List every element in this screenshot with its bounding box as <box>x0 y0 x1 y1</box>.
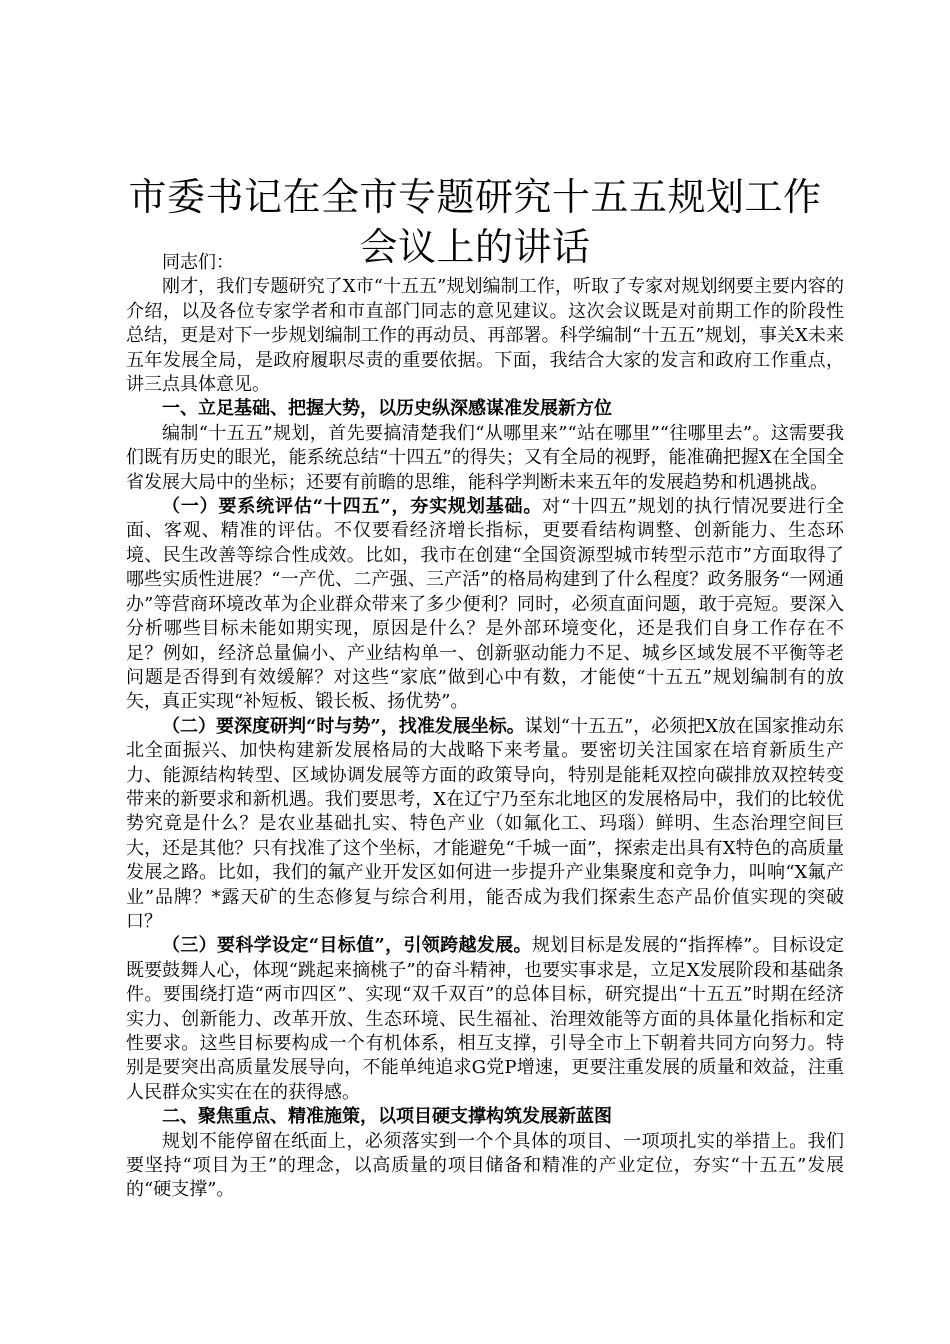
subsection-2-text: 谋划“十五五”，必须把X放在国家推动东北全面振兴、加快构建新发展格局的大战略下来考量。要密切关注国家在培育新质生产力、能源结构转型、区域协调发展等方面的政策导向，特别是能耗双控向碳排放双控转变带来的新要求和新机遇。我们要思考，X在辽宁乃至东北地区的发展格局中，我们的比较优势究竟是什么？是农业基础扎实、特色产业（如氟化工、玛瑙）鲜明、生态治理空间巨大，还是其他？只有找准了这个坐标，才能避免“千城一面”，探索走出具有X特色的高质量发展之路。比如，我们的氟产业开发区如何进一步提升产业集聚度和竞争力，叫响“X氟产业”品牌？*露天矿的生态修复与综合利用，能否成为我们探索生态产品价值实现的突破口？ <box>126 715 844 932</box>
section-2-paragraph: 规划不能停留在纸面上，必须落实到一个个具体的项目、一项项扎实的举措上。我们要坚持“项目为王”的理念，以高质量的项目储备和精准的产业定位，夯实“十五五”发展的“硬支撑”。 <box>126 1130 844 1201</box>
subsection-3-paragraph <box>126 934 844 1105</box>
subsection-1-lead: （一）要系统评估“十四五”，夯实规划基础。 <box>162 496 543 518</box>
section-heading-1: 一、立足基础、把握大势，以历史纵深感谋准发展新方位 <box>162 398 612 420</box>
document-body <box>126 251 844 1203</box>
subsection-2-lead: （二）要深度研判“时与势”，找准发展坐标。 <box>162 715 525 737</box>
greeting: 同志们： <box>162 252 234 273</box>
subsection-1-text: 对“十四五”规划的执行情况要进行全面、客观、精准的评估。不仅要看经济增长指标，更要看结构调整、创新能力、生态环境、民生改善等综合性成效。比如，我市在创建“全国资源型城市转型示范市”方面取得了哪些实质性进展？“一产优、二产强、三产活”的格局构建到了什么程度？政务服务“一网通办”等营商环境改革为企业群众带来了多少便利？同时，必须直面问题，敢于亮短。要深入分析哪些目标未能如期实现，原因是什么？是外部环境变化，还是我们自身工作存在不足？例如，经济总量偏小、产业结构单一、创新驱动能力不足、城乡区域发展不平衡等老问题是否得到有效缓解？对这些“家底”做到心中有数，才能使“十五五”规划编制有的放矢，真正实现“补短板、锻长板、扬优势”。 <box>126 496 844 713</box>
subsection-2-paragraph <box>126 715 844 935</box>
subsection-3-lead: （三）要科学设定“目标值”，引领跨越发展。 <box>162 935 532 957</box>
subsection-1-paragraph <box>126 495 844 715</box>
subsection-3-text: 规划目标是发展的“指挥棒”。目标设定既要鼓舞人心，体现“跳起来摘桃子”的奋斗精神，也要实事求是，立足X发展阶段和基础条件。要围绕打造“两市四区”、实现“双千双百”的总体目标，研究提出“十五五”时期在经济实力、创新能力、改革开放、生态环境、民生福祉、治理效能等方面的具体量化指标和定性要求。这些目标要构成一个有机体系，相互支撑，引导全市上下朝着共同方向努力。特别是要突出高质量发展导向，不能单纯追求G党P增速，更要注重发展的质量和效益，注重人民群众实实在在的获得感。 <box>126 935 844 1103</box>
document-title: 市委书记在全市专题研究十五五规划工作会议上的讲话 <box>128 175 822 269</box>
section-1-paragraph: 编制“十五五”规划，首先要搞清楚我们“从哪里来”“站在哪里”“往哪里去”。这需要我们既有历史的眼光，能系统总结“十四五”的得失；又有全局的视野，能准确把握X在全国全省发展大局中的坐标；还要有前瞻的思维，能科学判断未来五年的发展趋势和机遇挑战。 <box>126 422 844 493</box>
section-heading-2: 二、聚焦重点、精准施策，以项目硬支撑构筑发展新蓝图 <box>162 1106 612 1128</box>
intro-paragraph: 刚才，我们专题研究了X市“十五五”规划编制工作，听取了专家对规划纲要主要内容的介绍，以及各位专家学者和市直部门同志的意见建议。这次会议既是对前期工作的阶段性总结，更是对下一步规划编制工作的再动员、再部署。科学编制“十五五”规划，事关X未来五年发展全局，是政府履职尽责的重要依据。下面，我结合大家的发言和政府工作重点，讲三点具体意见。 <box>126 276 844 396</box>
